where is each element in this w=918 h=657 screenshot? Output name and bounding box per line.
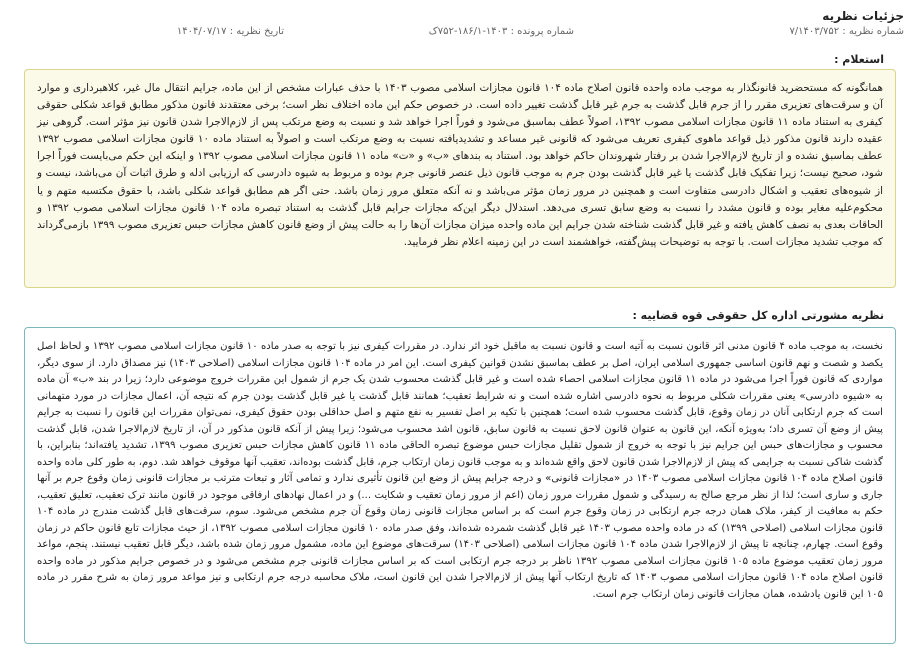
opinion-label: نظریه مشورتی اداره کل حقوقی قوه قضاییه : [632,309,884,322]
meta-row [14,26,904,40]
page-title: جزئیات نظریه [822,9,904,23]
inquiry-label: استعلام : [834,53,884,66]
opinion-text-box: نخست، به موجب ماده ۴ قانون مدنی اثر قانون نسبت به آتیه است و قانون نسبت به ماقبل خود اثر ندارد. در مقررات کیفری نیز با توجه به صدر ماده ۱۰ قانون مجازات اسلامی مصوب ۱۳۹۲ و لحاظ اصل یکصد و شصت و نهم قانون اساسی جمهوری اسلامی ایران، اصل بر عطف بماسبق نشدن قوانین کیفری است. این امر در ماده ۱۰۴ قانون مجازات اسلامی (اصلاحی ۱۴۰۳) نیز مصداق دارد. از سوی دیگر، مواردی که قانون فوراً اجرا می‌شود در ماده ۱۱ قانون مجازات اسلامی احصاء شده است و غیر قابل گذشت محسوب شدن یک جرم از شمول این مقررات خروج موضوعی دارد؛ زیرا در بند «ب» آن ماده به «شیوه دادرسی» یعنی مقررات شکلی مربوط به نحوه دادرسی اشاره شده است و نه شرایط تعقیب؛ همانند قابل گذشت یا غیر قابل گذشت بودن جرم که نتیجه آن، اعمال مجازات در مورد متهمانی است که جرم ارتکابی آنان در زمان وقوع، قابل گذشت محسوب شده است؛ همچنین با تکیه بر اصل تفسیر به نفع متهم و اصل حداقلی بودن حقوق کیفری، نمی‌توان مقررات این قانون را نسبت به جرایم پیش از وضع آن تسری داد؛ به‌ویژه آنکه، این قانون به عنوان قانون لاحق نسبت به قانون سابق، قانون اشد محسوب می‌شود؛ زیرا پیش از آنکه قانون مذکور در آن، از تاریخ لازم‌الاجرا شدن، قابل گذشت محسوب و مجازات‌های حبس این جرایم نیز با توجه به خروج از شمول تقلیل مجازات حبس موضوع تبصره الحاقی ماده ۱۱ قانون کاهش مجازات حبس تعزیری مصوب ۱۳۹۹، تشدید یافته‌اند؛ بنابراین، با گذشت شاکی نسبت به جرایمی که پیش از لازم‌الاجرا شدن قانون لاحق واقع شده‌اند و به موجب قانون زمان ارتکاب جرم، قابل گذشت بوده‌اند، تعقیب آنها موقوف خواهد شد. دوم، به طور کلی ماده واحده قانون اصلاح ماده ۱۰۴ قانون مجازات اسلامی مصوب ۱۴۰۳ در «مجازات قانونی» و درجه جرایم پیش از وضع این قانون تأثیری ندارد و تمامی آثار و تبعات مترتب بر مجازات قانونی زمان وقوع جرم بر آنها جاری و ساری است؛ لذا از نظر مرجع صالح به رسیدگی و شمول مقررات مرور زمان (اعم از مرور زمان تعقیب و شکایت ...) و در اعمال نهادهای ارفاقی موجود در قانون مانند ترک تعقیب، تعلیق تعقیب، حکم به معافیت از کیفر، ملاک همان درجه جرم ارتکابی در زمان وقوع جرم است که بر اساس مجازات قانونی زمان وقوع آن جرم مشخص می‌شود. سوم، سرقت‌های قابل گذشت مندرج در ماده ۱۰۴ قانون مجازات اسلامی (اصلاحی ۱۳۹۹) که در ماده واحده مصوب ۱۴۰۳ غیر قابل گذشت شمرده شده‌اند، وفق صدر ماده ۱۰ قانون مجازات اسلامی مصوب ۱۳۹۲، از حیث مجازات تابع قانون حاکم در زمان وقوع است. چهارم، چنانچه تا پیش از لازم‌الاجرا شدن ماده ۱۰۴ قانون مجازات اسلامی (اصلاحی ۱۴۰۳) سرقت‌های موضوع این ماده، مشمول مرور زمان شده باشد، دیگر قابل تعقیب نیستند. پنجم، مواعد مرور زمان تعقیب موضوع ماده ۱۰۵ قانون مجازات اسلامی مصوب ۱۳۹۲ ناظر بر درجه جرم ارتکابی است که بر اساس مجازات قانونی جرم مشخص می‌شود و در خصوص جرایم مذکور در ماده واحده قانون اصلاح ماده ۱۰۴ قانون مجازات اسلامی مصوب ۱۴۰۳ که تاریخ ارتکاب آنها پیش از لازم‌الاجرا شدن این قانون است، ملاک محاسبه درجه جرم ارتکابی و نیز مواعد مرور زمان به شرح مقرر در ماده ۱۰۵ این قانون یادشده، همان مجازات قانونی زمان ارتکاب جرم است. [24,327,896,644]
opinion-date: تاریخ نظریه : ۱۴۰۴/۰۷/۱۷ [176,26,284,37]
inquiry-text-box: همانگونه که مستحضرید قانونگذار به موجب ماده واحده قانون اصلاح ماده ۱۰۴ قانون مجازات اسلامی مصوب ۱۴۰۳ با حذف عبارات مشخص از این ماده، جرایم انتقال مال غیر، کلاهبرداری و موارد آن و سرقت‌های تعزیری مقرر را از جرم قابل گذشت به جرم غیر قابل گذشت تغییر داده است. در خصوص حکم این ماده اختلاف نظر است؛ برخی معتقدند قانون مذکور مطابق قواعد شکلی حقوقی کیفری به استناد ماده ۱۱ قانون مجازات اسلامی مصوب ۱۳۹۲، اصولاً عطف بماسبق می‌شود و فوراً اجرا خواهد شد و نسبت به وضع مرتکب پس از لازم‌الاجرا شدن قانون نیز مؤثر است. گروهی نیز عقیده دارند قانون مذکور ذیل قواعد ماهوی کیفری تعریف می‌شود که قانونی غیر مساعد و تشدیدیافته نسبت به وضع مرتکب است و اصولاً به استناد ماده ۱۰ قانون مجازات اسلامی مصوب ۱۳۹۲ عطف بماسبق نشده و از تاریخ لازم‌الاجرا شدن بر رفتار شهروندان حاکم خواهد بود. استناد به بندهای «ب» و «ت» ماده ۱۱ قانون مجازات اسلامی مصوب ۱۳۹۲ و اینکه این حکم می‌بایست فوراً اجرا شود، صحیح نیست؛ زیرا تفکیک قابل گذشت یا غیر قابل گذشت بودن جرم به موجب قانون ذیل عنصر قانونی جرم بوده و مربوط به شیوه دادرسی که ارزیابی ادله و طرق اثبات آن می‌باشد، نیست و از شیوه‌های تعقیب و اشکال دادرسی متفاوت است و همچنین در مرور زمان مؤثر می‌باشد و نه آنکه متعلق مرور زمان باشد. حتی اگر هم مطابق قواعد شکلی باشد، با حقوق مکتسبه متهم و یا محکوم‌علیه مغایر بوده و قانون مشدد را نسبت به وضع سابق تسری می‌دهد. استدلال دیگر این‌که مجازات جرایم قابل گذشت به استناد تبصره ماده ۱۰۴ قانون مجازات اسلامی مصوب ۱۳۹۲ و الحاقات بعدی به نصف کاهش یافته و غیر قابل گذشت شناخته شدن جرایم این ماده واحده میزان مجازات آن‌ها را به حالت پیش از وضع قانون کاهش مجازات حبس تعزیری مصوب ۱۳۹۹ بازمی‌گرداند که موجب تشدید مجازات است. با توجه به توضیحات پیش‌گفته، خواهشمند است در این زمینه اعلام نظر فرمایید. [24,69,896,288]
case-number: شماره پرونده : ۱۴۰۳-۱۸۶/۱-۷۵۲ک [428,26,574,37]
opinion-number: شماره نظریه : ۷/۱۴۰۳/۷۵۲ [789,26,904,37]
